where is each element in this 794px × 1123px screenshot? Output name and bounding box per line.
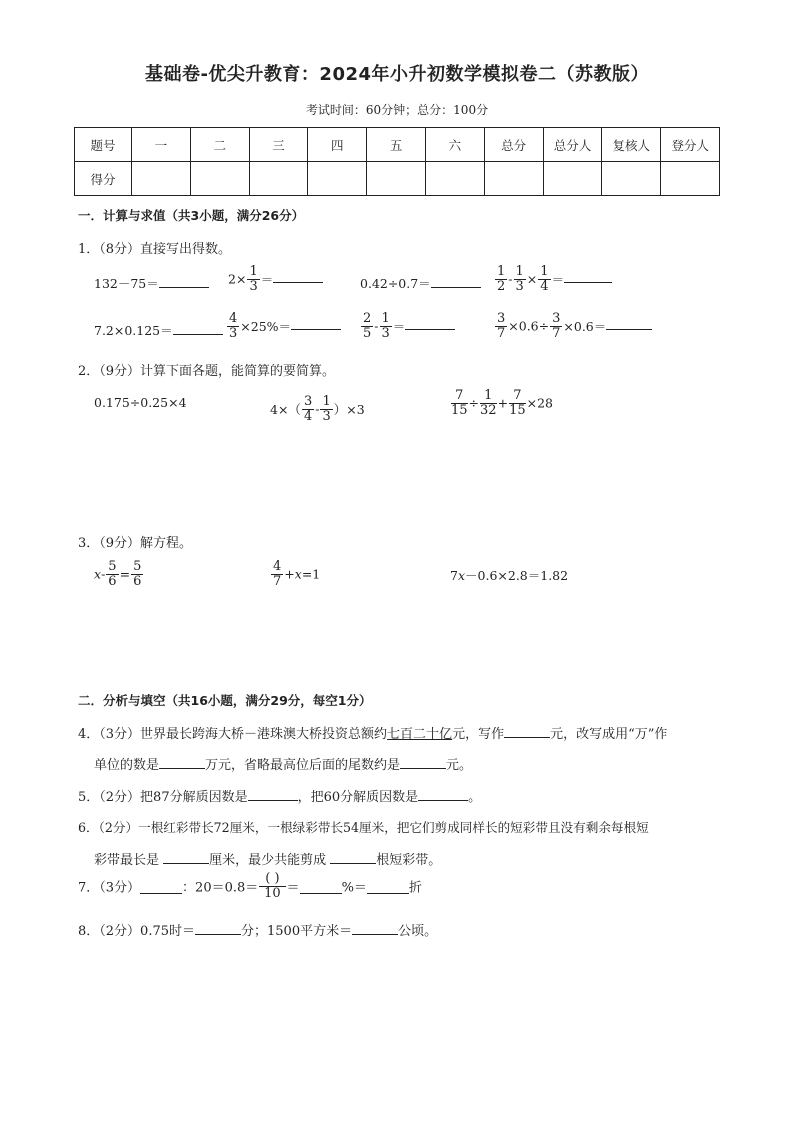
q1-stem: 1．（8分）直接写出得数。 bbox=[78, 242, 232, 257]
q2-expr-3: $\frac{7}{15}$ ÷ $\frac{1}{32}$ + $\frac{7}{15}$ ×28 bbox=[451, 388, 553, 418]
answer-blank[interactable] bbox=[273, 268, 323, 283]
answer-blank[interactable] bbox=[300, 879, 342, 894]
expr-text: 132－75＝ bbox=[94, 276, 159, 291]
fraction: $\frac{1}{2}$ bbox=[497, 264, 506, 294]
header-cell: 六 bbox=[425, 128, 484, 162]
expr-text: 7.2×0.125＝ bbox=[94, 323, 173, 338]
q2-stem: 2．（9分）计算下面各题，能简算的要简算。 bbox=[78, 364, 336, 379]
header-cell: 登分人 bbox=[661, 128, 720, 162]
underlined-text: 七百二十亿 bbox=[387, 727, 453, 742]
fraction: $\frac{1}{4}$ bbox=[540, 264, 549, 294]
q1-expr-2 bbox=[228, 265, 323, 293]
fraction: $\frac{1}{3}$ bbox=[249, 264, 258, 294]
q1-expr-5 bbox=[94, 320, 223, 339]
header-cell: 二 bbox=[190, 128, 249, 162]
answer-blank[interactable] bbox=[195, 920, 241, 935]
fraction: $\frac{( )}{10}$ bbox=[259, 872, 285, 900]
score-cell[interactable] bbox=[308, 162, 367, 196]
answer-blank[interactable] bbox=[400, 754, 446, 769]
score-cell[interactable] bbox=[249, 162, 308, 196]
answer-blank[interactable] bbox=[367, 879, 409, 894]
fraction: $\frac{1}{3}$ bbox=[515, 264, 524, 294]
score-table-score-row bbox=[75, 162, 720, 196]
answer-blank[interactable] bbox=[248, 786, 298, 801]
answer-blank[interactable] bbox=[140, 879, 182, 894]
q1-expr-4: $\frac{1}{2}$ - $\frac{1}{3}$ × $\frac{1}{4}$ ＝ bbox=[494, 265, 612, 293]
fraction: $\frac{5}{6}$ bbox=[108, 559, 117, 589]
q5-line: 5．（2分）把87分解质因数是 ，把60分解质因数是 。 bbox=[78, 786, 481, 805]
header-cell: 总分 bbox=[484, 128, 543, 162]
fraction: $\frac{3}{4}$ bbox=[303, 394, 313, 424]
page-title: 基础卷-优尖升教育：2024年小升初数学模拟卷二（苏教版） bbox=[144, 64, 650, 85]
answer-blank[interactable] bbox=[159, 273, 209, 288]
expr-text: 2× bbox=[228, 271, 247, 287]
q1-expr-1 bbox=[94, 273, 209, 292]
q4-line-1: 4．（3分）世界最长跨海大桥－港珠澳大桥投资总额约七百二十亿元，写作 元，改写成用“万”作 bbox=[78, 723, 667, 742]
answer-blank[interactable] bbox=[431, 273, 481, 288]
answer-blank[interactable] bbox=[405, 315, 455, 330]
fraction: $\frac{1}{3}$ bbox=[381, 311, 390, 341]
q1-expr-6: $\frac{4}{3}$ ×25%＝ bbox=[226, 312, 341, 340]
answer-blank[interactable] bbox=[352, 920, 398, 935]
answer-blank[interactable] bbox=[173, 320, 223, 335]
fraction: $\frac{7}{15}$ bbox=[451, 388, 468, 418]
q6-line-1: 6．（2分）一根红彩带长72厘米，一根绿彩带长54厘米，把它们剪成同样长的短彩带且没有剩余每根短 bbox=[78, 820, 649, 835]
score-cell[interactable] bbox=[367, 162, 426, 196]
q2-expr-2: 4×（ $\frac{3}{4}$ - $\frac{1}{3}$ ）×3 bbox=[270, 394, 365, 424]
answer-blank[interactable] bbox=[163, 849, 209, 864]
section-1-heading: 一．计算与求值（共3小题，满分26分） bbox=[78, 208, 305, 223]
score-cell[interactable] bbox=[132, 162, 191, 196]
fraction: $\frac{3}{7}$ bbox=[497, 311, 506, 341]
exam-info: 考试时间：60分钟；总分：100分 bbox=[305, 103, 489, 117]
score-cell[interactable] bbox=[661, 162, 720, 196]
answer-blank[interactable] bbox=[606, 315, 652, 330]
header-cell: 五 bbox=[367, 128, 426, 162]
answer-blank[interactable] bbox=[418, 786, 468, 801]
q7-line: 7．（3分） ：20＝0.8＝ $\frac{( )}{10}$ ＝ %＝ 折 bbox=[78, 871, 422, 901]
q8-line: 8．（2分）0.75时＝ 分；1500平方米＝ 公顷。 bbox=[78, 920, 437, 939]
fraction: $\frac{2}{5}$ bbox=[363, 311, 372, 341]
expr-text: ＝ bbox=[260, 272, 274, 288]
expr-text: 0.42÷0.7＝ bbox=[360, 276, 431, 291]
fraction: $\frac{4}{7}$ bbox=[273, 559, 282, 589]
q2-expr-1: 0.175÷0.25×4 bbox=[94, 395, 187, 410]
header-cell: 题号 bbox=[75, 128, 132, 162]
q1-expr-7: $\frac{2}{5}$ - $\frac{1}{3}$ ＝ bbox=[360, 312, 455, 340]
score-table bbox=[74, 127, 720, 196]
score-cell[interactable] bbox=[543, 162, 602, 196]
section-2-heading: 二．分析与填空（共16小题，满分29分，每空1分） bbox=[78, 693, 372, 708]
q1-expr-8: $\frac{3}{7}$ ×0.6÷ $\frac{3}{7}$ ×0.6＝ bbox=[494, 312, 652, 340]
header-cell: 复核人 bbox=[602, 128, 661, 162]
q1-expr-3 bbox=[360, 273, 481, 292]
fraction: $\frac{4}{3}$ bbox=[229, 311, 238, 341]
q3-stem: 3．（9分）解方程。 bbox=[78, 536, 193, 551]
header-cell: 三 bbox=[249, 128, 308, 162]
q4-line-2: 单位的数是 万元，省略最高位后面的尾数约是 元。 bbox=[94, 754, 472, 773]
fraction: $\frac{1}{32}$ bbox=[480, 388, 497, 418]
answer-blank[interactable] bbox=[330, 849, 376, 864]
q3-eq-1: x- $\frac{5}{6}$ = $\frac{5}{6}$ bbox=[94, 559, 142, 589]
score-table-header-row bbox=[75, 128, 720, 162]
q6-line-2: 彩带最长是 厘米，最少共能剪成 根短彩带。 bbox=[94, 849, 441, 868]
fraction: $\frac{3}{7}$ bbox=[552, 311, 561, 341]
row-label: 得分 bbox=[75, 162, 132, 196]
answer-blank[interactable] bbox=[504, 723, 550, 738]
score-cell[interactable] bbox=[602, 162, 661, 196]
fraction: $\frac{5}{6}$ bbox=[133, 559, 142, 589]
fraction: $\frac{7}{15}$ bbox=[509, 388, 526, 418]
answer-blank[interactable] bbox=[291, 315, 341, 330]
header-cell: 四 bbox=[308, 128, 367, 162]
answer-blank[interactable] bbox=[159, 754, 205, 769]
q3-eq-2: $\frac{4}{7}$ +x=1 bbox=[273, 559, 321, 589]
q3-eq-3: 7x－0.6×2.8＝1.82 bbox=[450, 568, 569, 583]
score-cell[interactable] bbox=[484, 162, 543, 196]
score-cell[interactable] bbox=[190, 162, 249, 196]
answer-blank[interactable]: ( ) bbox=[259, 872, 285, 887]
header-cell: 总分人 bbox=[543, 128, 602, 162]
answer-blank[interactable] bbox=[564, 268, 612, 283]
header-cell: 一 bbox=[132, 128, 191, 162]
score-cell[interactable] bbox=[425, 162, 484, 196]
fraction: $\frac{1}{3}$ bbox=[322, 394, 331, 424]
